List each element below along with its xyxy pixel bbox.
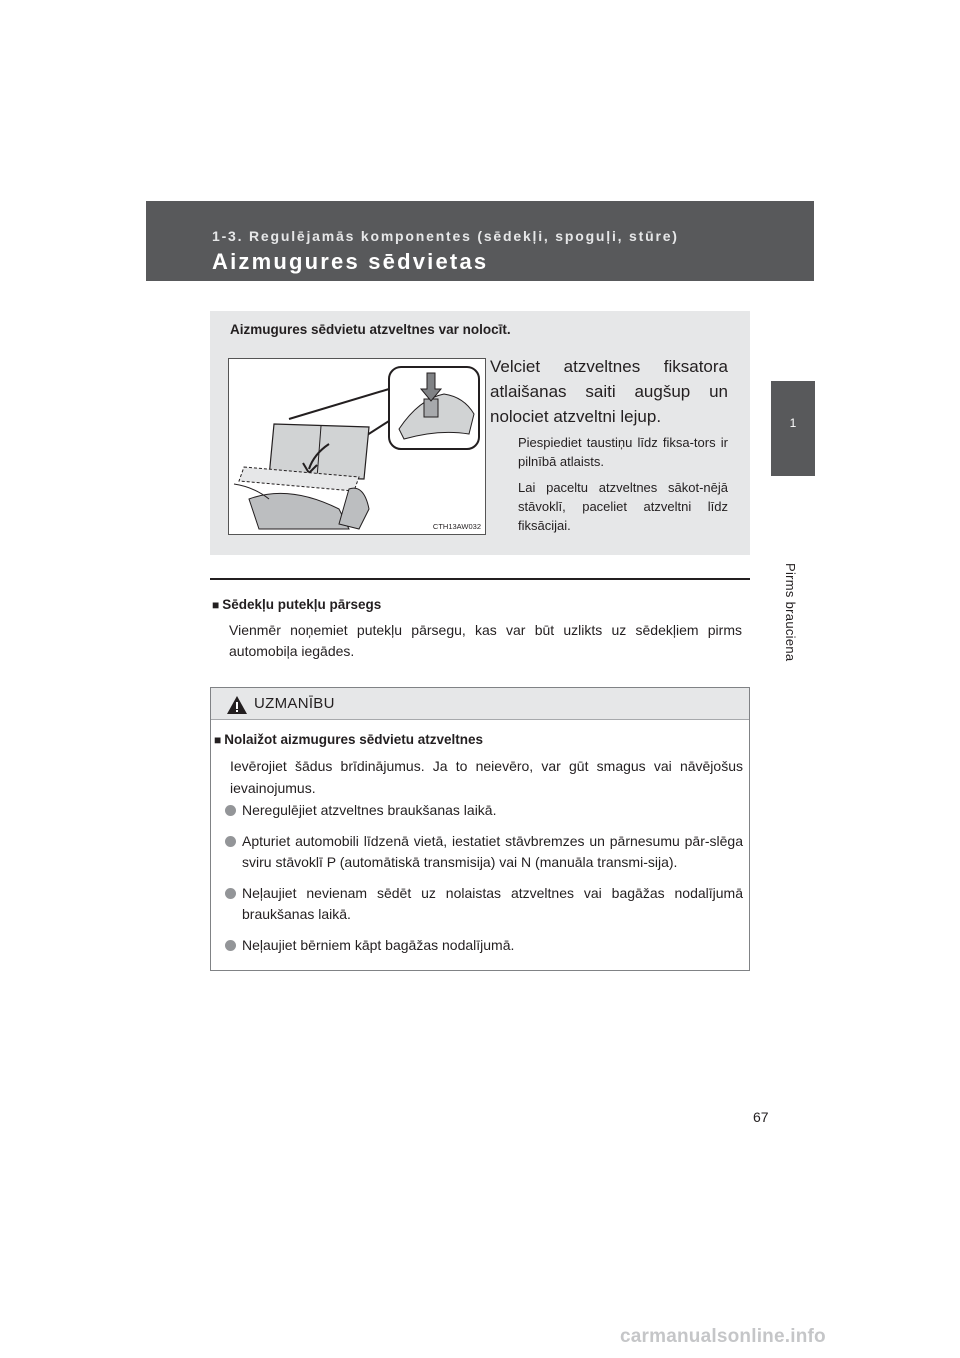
list-item — [225, 831, 743, 873]
caution-header — [211, 688, 749, 720]
square-bullet-icon: ■ — [214, 733, 222, 747]
caution-label: UZMANĪBU — [254, 695, 335, 712]
list-item-text: Neļaujiet bērniem kāpt bagāžas nodalījumā. — [242, 937, 515, 953]
instruction-note-1: Piespiediet taustiņu līdz fiksa-tors ir pilnībā atlaists. — [518, 435, 728, 469]
bullet-dot-icon — [225, 805, 236, 816]
caution-list — [225, 800, 743, 966]
chapter-number: 1 — [789, 416, 797, 430]
seat-illustration — [228, 358, 486, 535]
intro-box — [210, 311, 750, 555]
watermark: carmanualsonline.info — [620, 1326, 826, 1347]
chapter-label-text: Pirms brauciena — [783, 563, 798, 662]
list-item-text: Apturiet automobili līdzenā vietā, iestatiet stāvbremzes un pārnesumu pār-slēga sviru stāvoklī P (automātiskā transmisija) vai N (manuāla transmi-sija). — [242, 833, 743, 870]
instruction-note-2: Lai paceltu atzveltnes sākot-nējā stāvoklī, paceliet atzveltni līdz fiksācijai. — [518, 480, 728, 533]
bullet-dot-icon — [225, 836, 236, 847]
page-header — [146, 201, 814, 281]
section-body: Vienmēr noņemiet putekļu pārsegu, kas var būt uzlikts uz sēdekļiem pirms automobiļa iegādes. — [229, 622, 742, 659]
square-bullet-icon: ■ — [212, 598, 220, 612]
instruction-text: Velciet atzveltnes fiksatora atlaišanas saiti augšup un nolociet atzveltni lejup. — [490, 357, 728, 426]
caution-intro: Ievērojiet šādus brīdinājumus. Ja to neievēro, var gūt smagus vai nāvējošus ievainojumus. — [230, 758, 743, 796]
page-title: Aizmugures sēdvietas — [212, 249, 489, 274]
list-item — [225, 935, 743, 956]
caution-heading-text: Nolaižot aizmugures sēdvietu atzveltnes — [224, 732, 484, 747]
section-heading-text: Sēdekļu putekļu pārsegs — [222, 597, 382, 612]
section-title: 1-3. Regulējamās komponentes (sēdekļi, spoguļi, stūre) — [212, 228, 679, 244]
section-heading — [212, 597, 381, 612]
caution-heading — [214, 732, 483, 747]
list-item-text: Neļaujiet nevienam sēdēt uz nolaistas atzveltnes vai bagāžas nodalījumā braukšanas laikā. — [242, 885, 743, 922]
list-item — [225, 800, 743, 821]
list-item-text: Neregulējiet atzveltnes braukšanas laikā. — [242, 802, 497, 818]
bullet-dot-icon — [225, 940, 236, 951]
list-item — [225, 883, 743, 925]
page-number: 67 — [753, 1109, 769, 1125]
warning-icon — [226, 695, 248, 715]
section-divider — [210, 578, 750, 580]
caution-box — [210, 687, 750, 971]
seat-drawing — [229, 359, 485, 534]
intro-lead: Aizmugures sēdvietu atzveltnes var nolocīt. — [230, 322, 511, 337]
bullet-dot-icon — [225, 888, 236, 899]
chapter-tab — [771, 381, 815, 476]
illustration-code: CTH13AW032 — [432, 522, 481, 531]
